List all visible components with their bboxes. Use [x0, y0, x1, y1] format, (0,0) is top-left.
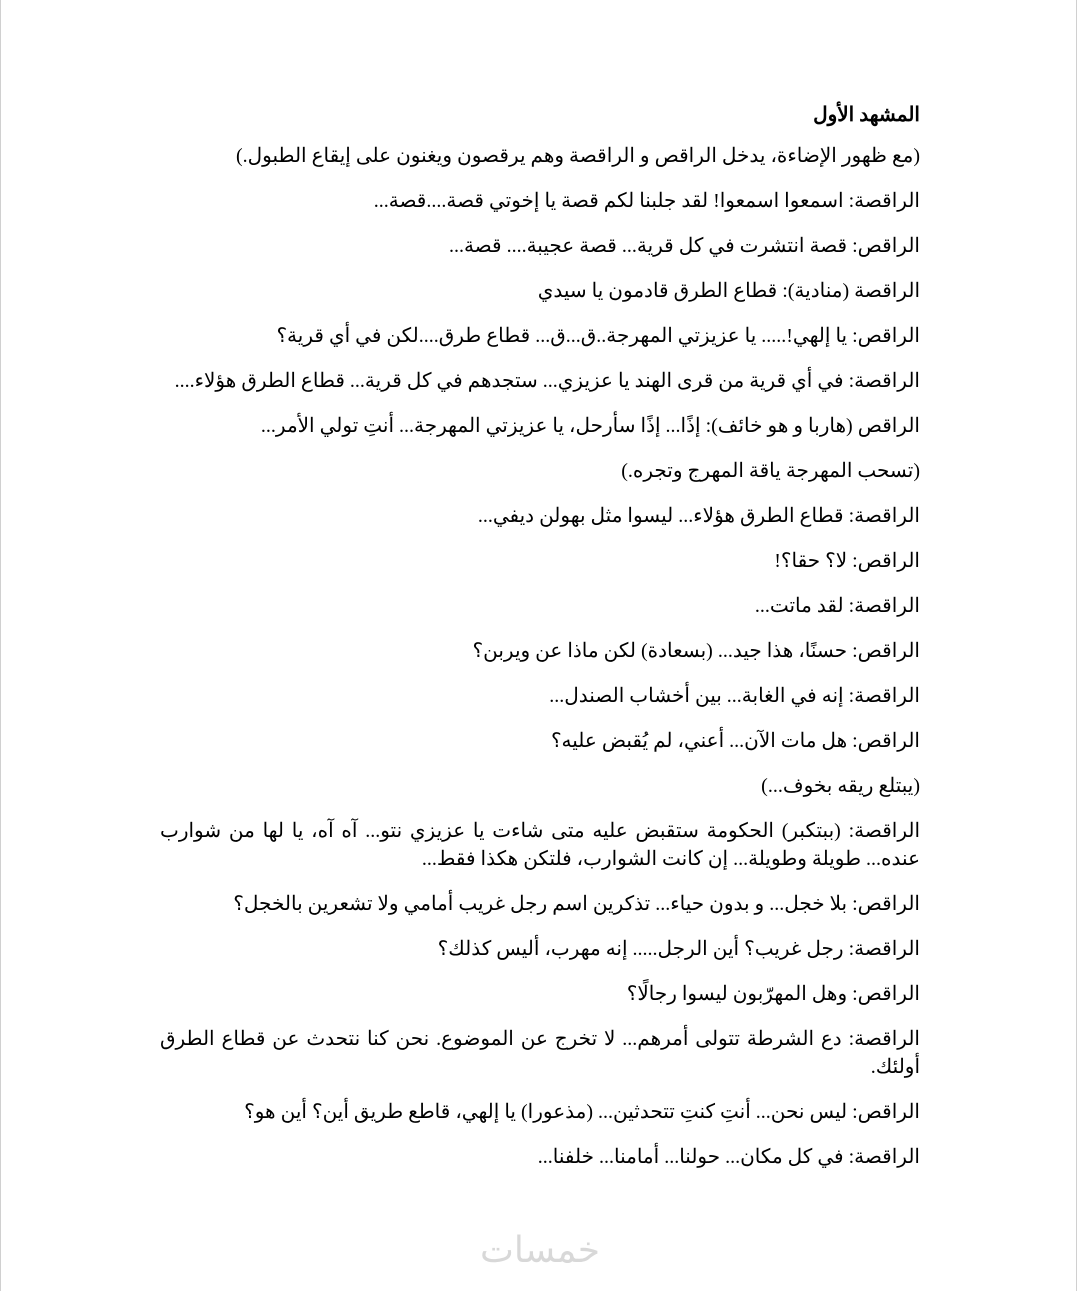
dialogue-line: [160, 322, 920, 350]
speaker-name: الراقصة: [854, 280, 920, 302]
speaker-name: الراقص:: [852, 640, 920, 662]
speech-text: في كل مكان... حولنا... أمامنا... خلفنا...: [537, 1146, 844, 1168]
speaker-name: الراقصة:: [848, 938, 920, 960]
dialogue-line: [160, 727, 920, 755]
dialogue-line: [160, 637, 920, 665]
speech-text: (ببتكبر) الحكومة ستقبض عليه متى شاءت يا عزيزي نتو... آه آه، يا لها من شوارب عنده... طويلة وطويلة... إن كانت الشوارب، فلتكن هكذا فقط...: [160, 820, 920, 870]
dialogue-line: [160, 1143, 920, 1171]
dialogue-line: [160, 412, 920, 440]
speaker-name: الراقصة:: [848, 505, 920, 527]
speaker-name: الراقص:: [852, 550, 920, 572]
dialogue-line: [160, 592, 920, 620]
dialogue-line: [160, 980, 920, 1008]
speaker-name: الراقص:: [852, 893, 920, 915]
dialogue-line: [160, 457, 920, 485]
speech-text: بلا خجل... و بدون حياء... تذكرين اسم رجل غريب أمامي ولا تشعرين بالخجل؟: [233, 893, 848, 915]
speaker-name: الراقصة:: [848, 1028, 920, 1050]
speaker-name: الراقص:: [852, 235, 920, 257]
speech-text: وهل المهرّبون ليسوا رجالًا؟: [626, 983, 848, 1005]
speech-text: ليس نحن... أنتِ كنتِ تتحدثين... (مذعورا) يا إلهي، قاطع طريق أين؟ أين هو؟: [244, 1101, 848, 1123]
speech-text: إنه في الغابة... بين أخشاب الصندل...: [549, 685, 844, 707]
speaker-name: الراقصة:: [848, 1146, 920, 1168]
script-document: [160, 100, 920, 1188]
speaker-name: الراقصة:: [848, 820, 921, 842]
dialogue-line: [160, 502, 920, 530]
speaker-name: الراقص: [857, 415, 920, 437]
speech-text: لا؟ حقا؟!: [774, 550, 848, 572]
dialogue-line: [160, 187, 920, 215]
dialogue-line: [160, 817, 920, 873]
dialogue-line: [160, 890, 920, 918]
speech-text: (منادية): قطاع الطرق قادمون يا سيدي: [537, 280, 850, 302]
speaker-name: الراقص:: [852, 983, 920, 1005]
scene-title: المشهد الأول: [813, 104, 920, 126]
speech-text: (هاربا و هو خائف): إذًا... إذًا سأرحل، يا عزيزتي المهرجة... أنتِ تولي الأمر...: [260, 415, 853, 437]
dialogue-line: [160, 935, 920, 963]
speech-text: في أي قرية من قرى الهند يا عزيزي... ستجدهم في كل قرية... قطاع الطرق هؤلاء....: [174, 370, 844, 392]
speaker-name: الراقصة:: [848, 595, 920, 617]
speaker-name: الراقصة:: [848, 685, 920, 707]
dialogue-line: [160, 1098, 920, 1126]
speech-text: هل مات الآن... أعني، لم يُقبض عليه؟: [550, 730, 848, 752]
speech-text: دع الشرطة تتولى أمرهم... لا تخرج عن الموضوع. نحن كنا نتحدث عن قطاع الطرق أولئك.: [160, 1028, 920, 1078]
dialogue-line: [160, 232, 920, 260]
dialogue-line: [160, 1025, 920, 1081]
stage-direction: (تسحب المهرجة ياقة المهرج وتجره.): [621, 460, 920, 482]
speech-text: لقد ماتت...: [754, 595, 844, 617]
speech-text: قصة انتشرت في كل قرية... قصة عجيبة.... قصة...: [448, 235, 848, 257]
speech-text: اسمعوا اسمعوا! لقد جلبنا لكم قصة يا إخوتي قصة....قصة...: [373, 190, 844, 212]
speaker-name: الراقص:: [852, 1101, 920, 1123]
speech-text: يا إلهي!..... يا عزيزتي المهرجة..ق...ق... قطاع طرق....لكن في أي قرية؟: [276, 325, 848, 347]
speaker-name: الراقصة:: [848, 370, 920, 392]
speaker-name: الراقص:: [852, 325, 920, 347]
stage-direction: (مع ظهور الإضاءة، يدخل الراقص و الراقصة وهم يرقصون ويغنون على إيقاع الطبول.): [235, 145, 920, 167]
speech-text: رجل غريب؟ أين الرجل..... إنه مهرب، أليس كذلك؟: [437, 938, 844, 960]
dialogue-line: [160, 277, 920, 305]
dialogue-line: [160, 547, 920, 575]
dialogue-line: [160, 772, 920, 800]
speaker-name: الراقص:: [852, 730, 920, 752]
speaker-name: الراقصة:: [848, 190, 920, 212]
dialogue-list: [160, 142, 920, 1171]
dialogue-line: [160, 367, 920, 395]
watermark-logo: خمسات: [479, 1230, 601, 1271]
dialogue-line: [160, 682, 920, 710]
speech-text: حسنًا، هذا جيد... (بسعادة) لكن ماذا عن ويربن؟: [472, 640, 848, 662]
speech-text: قطاع الطرق هؤلاء... ليسوا مثل بهولن ديفي...: [477, 505, 844, 527]
dialogue-line: [160, 142, 920, 170]
stage-direction: (يبتلع ريقه بخوف...): [761, 775, 920, 797]
